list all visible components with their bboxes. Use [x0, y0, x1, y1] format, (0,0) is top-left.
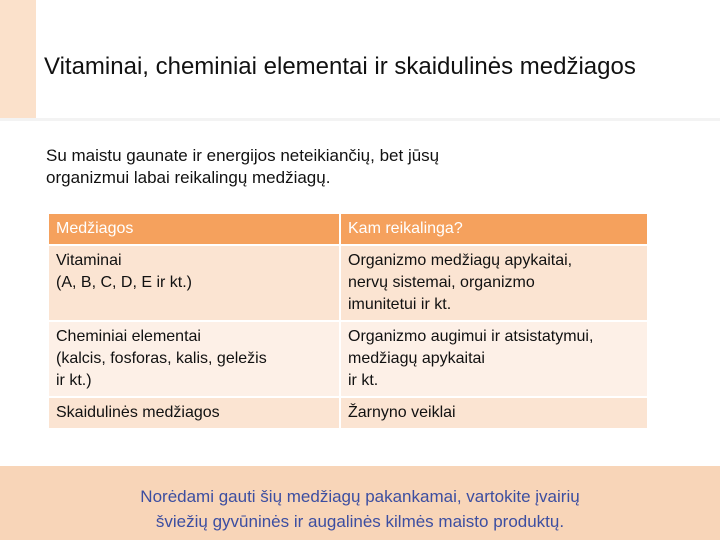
nutrients-table: [47, 212, 649, 430]
footer-text: Norėdami gauti šių medžiagų pakankamai, vartokite įvairių šviežių gyvūninės ir augalinės kilmės maisto produktų.: [140, 487, 580, 531]
column-header-substances: Medžiagos: [49, 214, 339, 244]
table-cell: Cheminiai elementai (kalcis, fosforas, kalis, geležis ir kt.): [49, 322, 339, 396]
intro-text: Su maistu gaunate ir energijos neteikiančių, bet jūsų organizmui labai reikalingų medžiagų.: [46, 146, 440, 187]
table-row: [49, 246, 647, 320]
table-row: [49, 322, 647, 396]
table-row: [49, 398, 647, 428]
table-cell: Organizmo augimui ir atsistatymui, medžiagų apykaitai ir kt.: [341, 322, 647, 396]
table-cell: Žarnyno veiklai: [341, 398, 647, 428]
column-header-purpose: Kam reikalinga?: [341, 214, 647, 244]
table-cell: Organizmo medžiagų apykaitai, nervų sistemai, organizmo imunitetui ir kt.: [341, 246, 647, 320]
table-cell: Skaidulinės medžiagos: [49, 398, 339, 428]
slide-title: Vitaminai, cheminiai elementai ir skaidulinės medžiagos: [44, 53, 636, 80]
table-header-row: [49, 214, 647, 244]
table-cell: Vitaminai (A, B, C, D, E ir kt.): [49, 246, 339, 320]
title-divider: [0, 118, 720, 121]
accent-stripe: [0, 0, 36, 118]
